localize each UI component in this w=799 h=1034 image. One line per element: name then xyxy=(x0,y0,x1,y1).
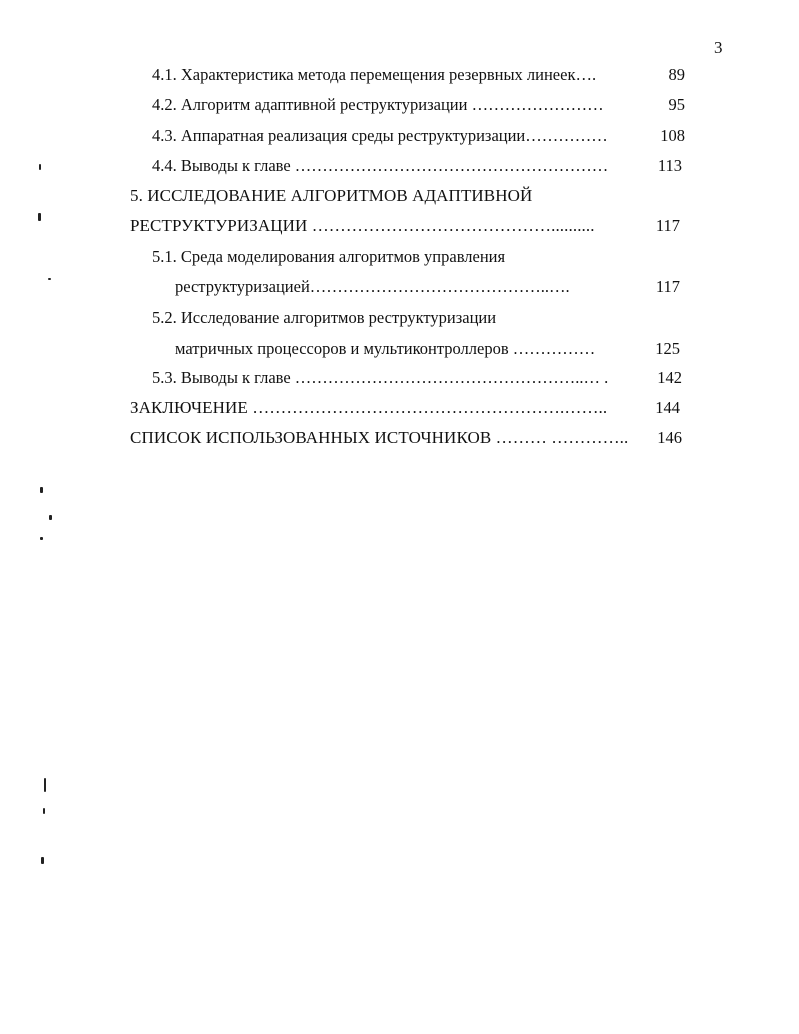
toc-entry-5-1: 5.1. Среда моделирования алгоритмов управления xyxy=(152,247,506,266)
toc-chapter-5-title: 5. ИССЛЕДОВАНИЕ АЛГОРИТМОВ АДАПТИВНОЙ xyxy=(130,186,533,205)
toc-entry-5-2-cont: матричных процессоров и мультиконтроллеров …………… xyxy=(175,339,596,358)
toc-page-5-1: 117 xyxy=(655,277,680,296)
page-number: 3 xyxy=(714,38,723,57)
toc-entry-4-3: 4.3. Аппаратная реализация среды реструктуризации…………… xyxy=(152,126,608,145)
scan-speck xyxy=(49,515,52,520)
toc-page-4-2: 95 xyxy=(668,95,685,114)
scan-speck xyxy=(39,164,41,170)
scan-speck xyxy=(48,278,51,280)
scan-speck xyxy=(40,487,43,493)
scan-speck xyxy=(38,213,41,221)
toc-entry-4-1: 4.1. Характеристика метода перемещения резервных линеек…. xyxy=(152,65,597,84)
toc-page-references: 146 xyxy=(657,428,682,447)
toc-page-5-3: 142 xyxy=(657,368,682,387)
scan-speck xyxy=(44,778,46,792)
scan-speck xyxy=(40,537,43,540)
toc-page-5-2: 125 xyxy=(655,339,680,358)
toc-entry-4-2: 4.2. Алгоритм адаптивной реструктуризации …………………… xyxy=(152,95,604,114)
toc-entry-5-3: 5.3. Выводы к главе ……………………………………………..… . xyxy=(152,368,609,387)
toc-page-conclusion: 144 xyxy=(655,398,680,417)
toc-references: СПИСОК ИСПОЛЬЗОВАННЫХ ИСТОЧНИКОВ ……… ………….. xyxy=(130,428,629,447)
scan-speck xyxy=(43,808,45,814)
toc-chapter-5-title-cont: РЕСТРУКТУРИЗАЦИИ …………………………………….......... xyxy=(130,216,595,235)
toc-page-5: 117 xyxy=(655,216,680,235)
scan-speck xyxy=(41,857,44,864)
toc-entry-5-1-cont: реструктуризацией……………………………………..…. xyxy=(175,277,570,296)
toc-page-4-1: 89 xyxy=(668,65,685,84)
toc-entry-4-4: 4.4. Выводы к главе ………………………………………………… xyxy=(152,156,609,175)
toc-page-4-3: 108 xyxy=(660,126,685,145)
toc-conclusion: ЗАКЛЮЧЕНИЕ ……………………………………………….…….. xyxy=(130,398,608,417)
toc-entry-5-2: 5.2. Исследование алгоритмов реструктуризации xyxy=(152,308,497,327)
toc-page-4-4: 113 xyxy=(657,156,682,175)
